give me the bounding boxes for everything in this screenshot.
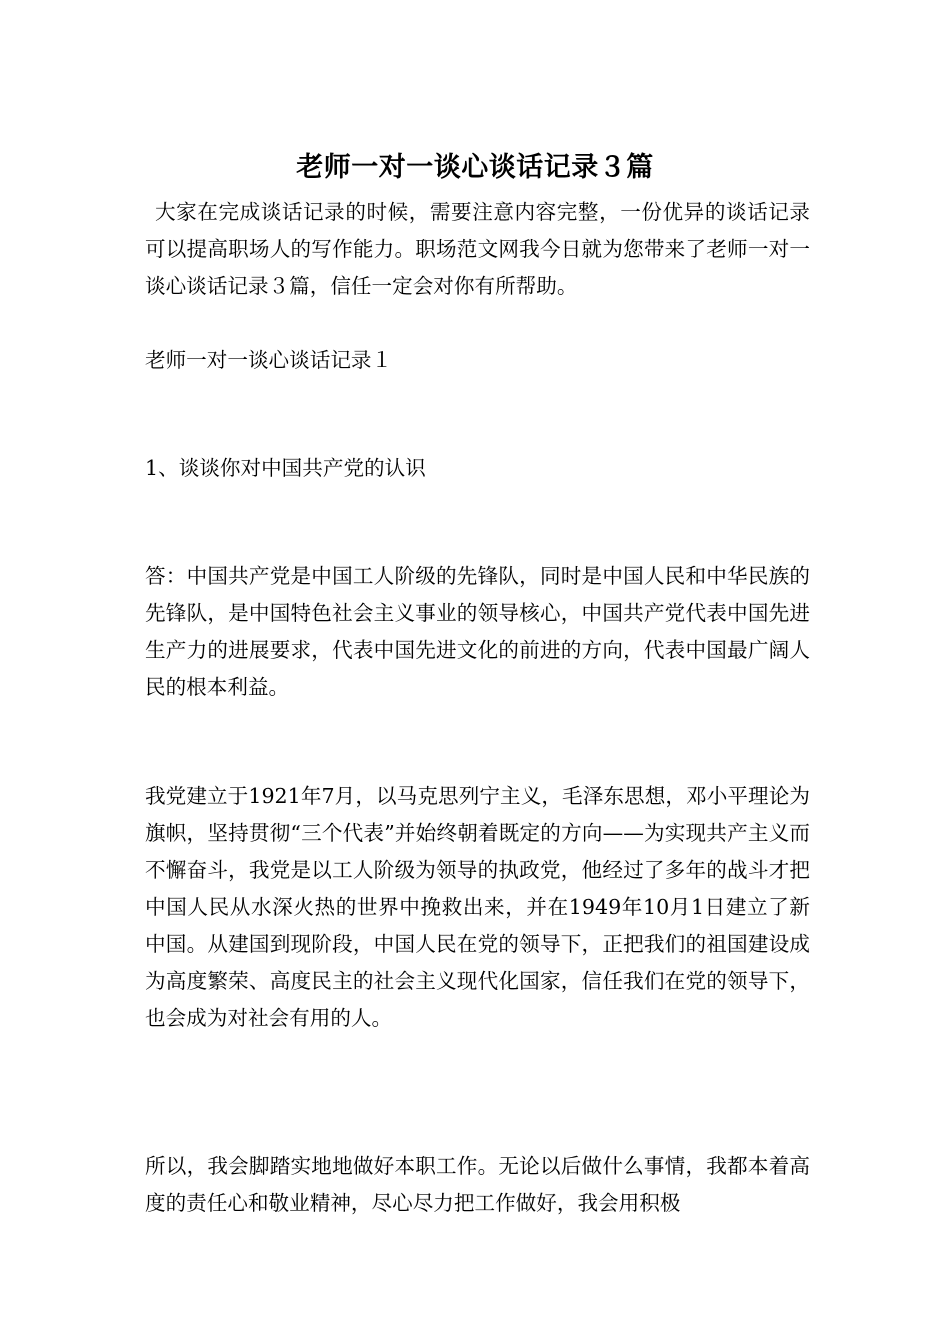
section-heading: 老师一对一谈心谈话记录１ <box>145 348 393 372</box>
body-paragraph: 所以，我会脚踏实地地做好本职工作。无论以后做什么事情，我都本着高度的责任心和敬业精神，尽心尽力把工作做好，我会用积极 <box>145 1154 810 1215</box>
body-paragraph: 我党建立于1921年7月，以马克思列宁主义，毛泽东思想，邓小平理论为旗帜，坚持贯彻“三个代表”并始终朝着既定的方向——为实现共产主义而不懈奋斗，我党是以工人阶级为领导的执政党，他经过了多年的战斗才把中国人民从水深火热的世界中挽救出来，并在1949年10月1日建立了新中国。从建国到现阶段，中国人民在党的领导下，正把我们的祖国建设成为高度繁荣、高度民主的社会主义现代化国家，信任我们在党的领导下，也会成为对社会有用的人。 <box>145 784 810 1030</box>
question-paragraph: 1、谈谈你对中国共产党的认识 <box>145 456 426 480</box>
intro-paragraph: 大家在完成谈话记录的时候，需要注意内容完整，一份优异的谈话记录可以提高职场人的写作能力。职场范文网我今日就为您带来了老师一对一谈心谈话记录３篇，信任一定会对你有所帮助。 <box>145 200 810 298</box>
document-title: 老师一对一谈心谈话记录３篇 <box>296 152 654 184</box>
answer-paragraph: 答：中国共产党是中国工人阶级的先锋队，同时是中国人民和中华民族的先锋队，是中国特色社会主义事业的领导核心，中国共产党代表中国先进生产力的进展要求，代表中国先进文化的前进的方向，代表中国最广阔人民的根本利益。 <box>145 564 810 699</box>
